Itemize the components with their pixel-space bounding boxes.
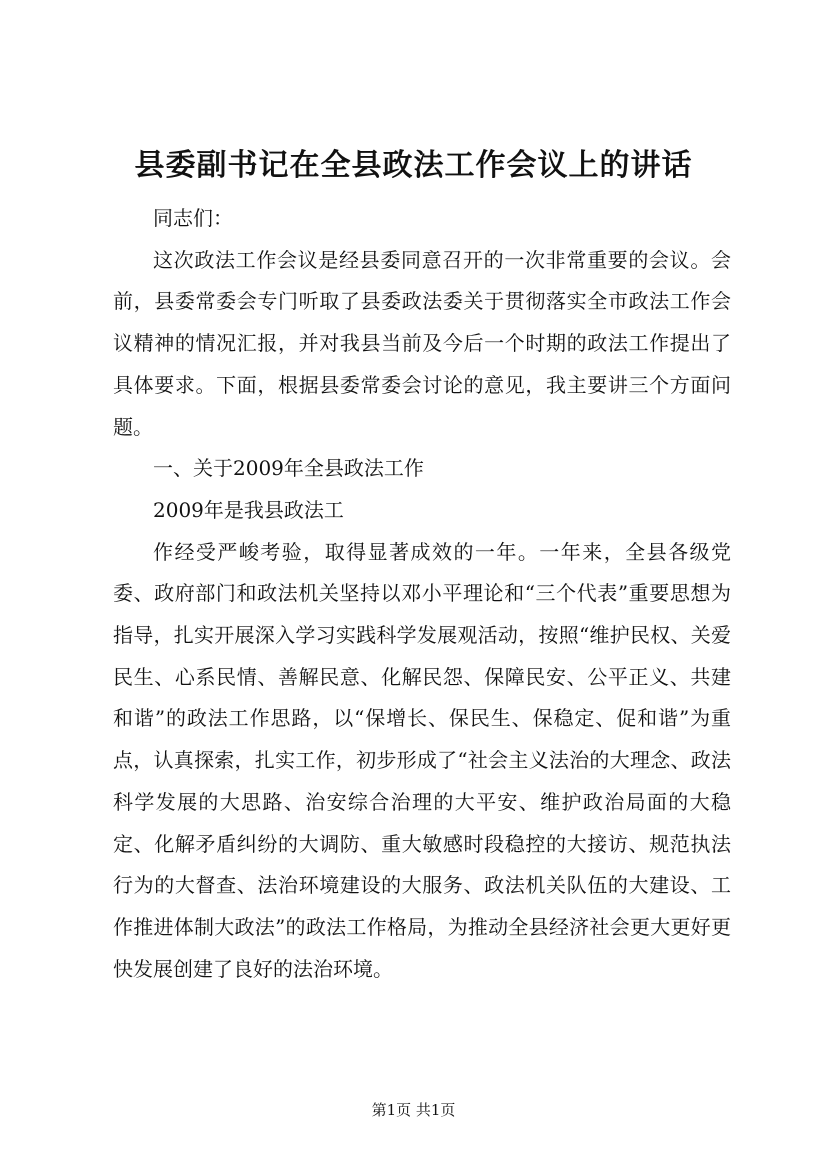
page-footer: 第1页 共1页 bbox=[371, 1101, 456, 1119]
intro-paragraph: 这次政法工作会议是经县委同意召开的一次非常重要的会议。会前，县委常委会专门听取了县委政法委关于贯彻落实全市政法工作会议精神的情况汇报，并对我县当前及今后一个时期的政法工作提出了具体要求。下面，根据县委常委会讨论的意见，我主要讲三个方面问题。 bbox=[113, 247, 731, 439]
section-lead-paragraph: 2009年是我县政法工 bbox=[153, 497, 344, 522]
document-title: 县委副书记在全县政法工作会议上的讲话 bbox=[134, 148, 693, 183]
salutation-paragraph: 同志们： bbox=[153, 206, 233, 230]
section-body-paragraph: 作经受严峻考验，取得显著成效的一年。一年来，全县各级党委、政府部门和政法机关坚持以邓小平理论和“三个代表”重要思想为指导，扎实开展深入学习实践科学发展观活动，按照“维护民权、关爱民生、心系民情、善解民意、化解民怨、保障民安、公平正义、共建和谐”的政法工作思路，以“保增长、保民生、保稳定、促和谐”为重点，认真探索，扎实工作，初步形成了“社会主义法治的大理念、政法科学发展的大思路、治安综合治理的大平安、维护政治局面的大稳定、化解矛盾纠纷的大调防、重大敏感时段稳控的大接访、规范执法行为的大督查、法治环境建设的大服务、政法机关队伍的大建设、工作推进体制大政法”的政法工作格局，为推动全县经济社会更大更好更快发展创建了良好的法治环境。 bbox=[113, 539, 731, 981]
section-heading: 一、关于2009年全县政法工作 bbox=[153, 456, 424, 481]
document-body bbox=[113, 198, 731, 990]
